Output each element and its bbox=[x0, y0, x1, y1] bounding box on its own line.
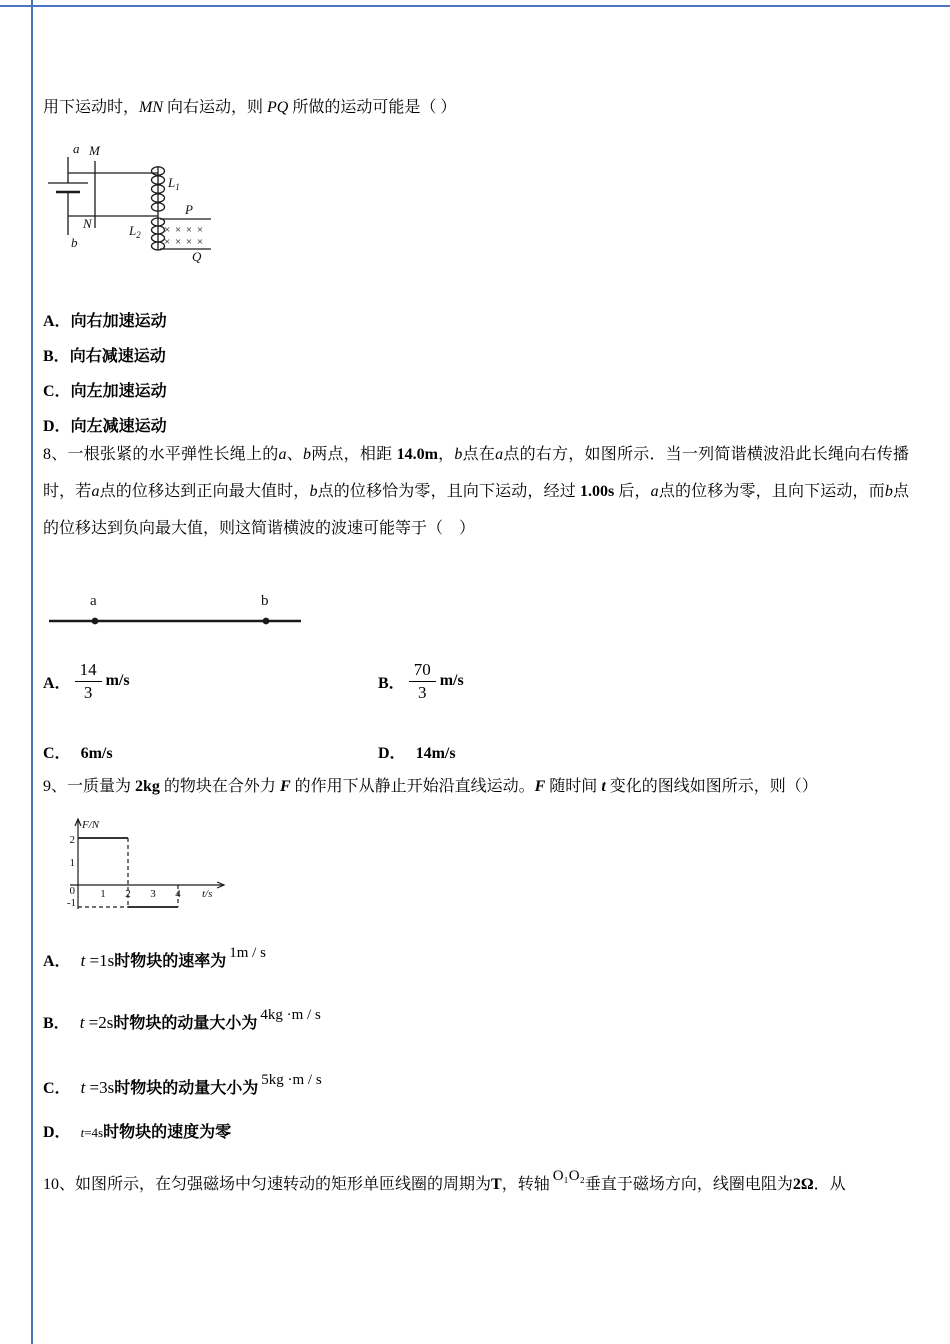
text-segment: 时物块的速度为零 bbox=[103, 1124, 232, 1141]
text-segment: =4s bbox=[84, 1125, 104, 1140]
option-text: 14m/s bbox=[415, 745, 456, 762]
label-L2-subscript: 2 bbox=[136, 230, 141, 240]
option-text: 向右减速运动 bbox=[69, 348, 166, 365]
question-8-options-cd bbox=[43, 744, 913, 766]
question-7-text bbox=[43, 98, 456, 118]
text-segment: 5kg ·m / s bbox=[261, 1072, 322, 1088]
x-axis-label: t/s bbox=[202, 888, 213, 900]
q9-option-a bbox=[43, 945, 266, 974]
option-text: 6m/s bbox=[80, 745, 113, 762]
text-segment: =1s bbox=[85, 951, 115, 970]
label-L2 bbox=[128, 223, 141, 240]
text-segment: 9、一质量为 bbox=[43, 778, 136, 795]
question-10-text bbox=[43, 1168, 933, 1196]
text-segment: b bbox=[454, 446, 463, 463]
text-segment: O₁O₂ bbox=[552, 1168, 585, 1184]
label-L1-subscript: 1 bbox=[175, 182, 180, 192]
label-L2-base: L bbox=[129, 223, 137, 238]
text-segment: 点的位移达到正向最大值时， bbox=[99, 483, 310, 500]
label-b: b bbox=[71, 235, 78, 250]
option-label: C． bbox=[43, 745, 71, 762]
option-label: D． bbox=[378, 745, 406, 762]
point-a-dot bbox=[92, 618, 99, 625]
text-segment: b bbox=[884, 483, 893, 500]
text-segment: MN bbox=[139, 99, 164, 116]
text-segment: t bbox=[79, 1013, 85, 1032]
text-segment: b bbox=[309, 483, 318, 500]
fraction-numerator: 70 bbox=[409, 660, 436, 682]
y-axis-label: F/N bbox=[82, 819, 100, 831]
text-segment: 点的右方，如图所示．当一列简谐横波沿此长绳向右传播时，若 bbox=[43, 446, 909, 500]
text-segment: 4kg ·m / s bbox=[260, 1007, 321, 1023]
option-unit: m/s bbox=[105, 672, 130, 690]
q7-option-a bbox=[43, 304, 167, 339]
option-text: 向右加速运动 bbox=[70, 313, 167, 330]
magnetic-field-row: × × × × bbox=[164, 236, 205, 248]
text-segment: 用下运动时， bbox=[43, 99, 140, 116]
text-segment: a bbox=[495, 446, 504, 463]
option-label: B． bbox=[378, 674, 405, 692]
page-border-top bbox=[0, 5, 950, 7]
label-a: a bbox=[73, 141, 80, 156]
text-segment: 点的位移恰为零，且向下运动，经过 bbox=[317, 483, 580, 500]
text-segment: ，转轴 bbox=[501, 1176, 550, 1193]
text-segment: 时物块的速率为 bbox=[114, 953, 227, 970]
text-segment: t bbox=[601, 778, 606, 795]
text-segment: 1m / s bbox=[229, 945, 266, 961]
text-segment: 随时间 bbox=[545, 778, 602, 795]
label-L1 bbox=[167, 175, 180, 192]
q8-option-d bbox=[378, 744, 456, 764]
option-unit: m/s bbox=[439, 672, 464, 690]
option-label: B． bbox=[43, 1015, 70, 1032]
fraction-denominator: 3 bbox=[417, 682, 427, 702]
text-segment: F bbox=[279, 778, 291, 795]
label-N: N bbox=[83, 216, 92, 231]
point-b-dot bbox=[263, 618, 270, 625]
text-segment: 变化的图线如图所示，则（） bbox=[605, 778, 818, 795]
text-segment: t bbox=[80, 1125, 85, 1140]
label-L1-base: L bbox=[168, 175, 176, 190]
q8-option-c bbox=[43, 744, 113, 764]
text-segment: PQ bbox=[267, 99, 289, 116]
text-segment: 向右运动，则 bbox=[163, 99, 268, 116]
text-segment: =2s bbox=[84, 1013, 114, 1032]
text-segment: 后， bbox=[614, 483, 651, 500]
text-segment: 8、一根张紧的水平弹性长绳上的 bbox=[43, 446, 279, 463]
text-segment: 所做的运动可能是（ ） bbox=[288, 99, 457, 116]
text-segment: 垂直于磁场方向，线圈电阻为 bbox=[584, 1176, 793, 1193]
y-tick-2: 2 bbox=[69, 834, 75, 846]
q7-option-b bbox=[43, 339, 167, 374]
label-M: M bbox=[89, 143, 100, 158]
text-segment: F bbox=[534, 778, 546, 795]
q7-option-c bbox=[43, 374, 167, 409]
question-8-text bbox=[43, 436, 909, 547]
text-segment: 、 bbox=[286, 446, 303, 463]
text-segment: 时物块的动量大小为 bbox=[114, 1080, 259, 1097]
x-tick-4: 4 bbox=[175, 888, 181, 900]
label-P: P bbox=[185, 202, 193, 217]
option-content bbox=[80, 1072, 322, 1097]
fraction bbox=[409, 660, 436, 702]
y-tick-0: 0 bbox=[69, 885, 75, 897]
text-segment: 14.0m bbox=[396, 446, 438, 463]
option-text: 向左加速运动 bbox=[70, 383, 167, 400]
text-segment: 2kg bbox=[135, 778, 160, 795]
option-label: A． bbox=[43, 953, 71, 970]
q8-option-a bbox=[43, 660, 130, 702]
option-label: D． bbox=[43, 418, 71, 435]
text-segment: a bbox=[91, 483, 100, 500]
question-7-options bbox=[43, 304, 167, 444]
question-9-text bbox=[43, 777, 923, 797]
option-label: B． bbox=[43, 348, 70, 365]
fraction-denominator: 3 bbox=[83, 682, 93, 702]
text-segment: a bbox=[650, 483, 659, 500]
q9-option-c bbox=[43, 1072, 322, 1101]
text-segment: =3s bbox=[85, 1078, 115, 1097]
label-Q: Q bbox=[192, 249, 202, 264]
y-tick-minus1: -1 bbox=[66, 897, 76, 909]
text-segment: 点在 bbox=[462, 446, 496, 463]
text-segment: a bbox=[278, 446, 287, 463]
text-segment: t bbox=[80, 951, 86, 970]
rope-diagram bbox=[48, 590, 303, 632]
option-content bbox=[80, 945, 266, 970]
option-label: C． bbox=[43, 383, 71, 400]
option-text: 向左减速运动 bbox=[70, 418, 167, 435]
fraction-numerator: 14 bbox=[75, 660, 102, 682]
option-content bbox=[79, 1007, 321, 1032]
text-segment: 10、如图所示，在匀强磁场中匀速转动的矩形单匝线圈的周期为 bbox=[43, 1176, 492, 1193]
option-label: C． bbox=[43, 1080, 71, 1097]
text-segment: 点的位移达到负向最大值，则这简谐横波的波速可能等于（ ） bbox=[43, 483, 909, 537]
text-segment: 2Ω bbox=[792, 1176, 814, 1193]
circuit-diagram bbox=[45, 140, 220, 268]
text-segment: 的物块在合外力 bbox=[159, 778, 280, 795]
option-label: A． bbox=[43, 313, 71, 330]
x-tick-3: 3 bbox=[150, 888, 156, 900]
q9-option-b bbox=[43, 1007, 321, 1036]
x-tick-2: 2 bbox=[125, 888, 131, 900]
question-8-options-ab bbox=[43, 660, 913, 714]
option-content bbox=[81, 1124, 232, 1141]
y-tick-1: 1 bbox=[69, 857, 75, 869]
text-segment: t bbox=[80, 1078, 86, 1097]
label-b: b bbox=[261, 593, 269, 609]
option-label: A． bbox=[43, 674, 71, 692]
text-segment: T bbox=[491, 1176, 502, 1193]
q9-option-d bbox=[43, 1121, 231, 1145]
label-a: a bbox=[90, 593, 97, 609]
text-segment: 点的位移为零，且向下运动，而 bbox=[658, 483, 885, 500]
text-segment: 时物块的动量大小为 bbox=[113, 1015, 258, 1032]
force-time-graph bbox=[60, 813, 232, 917]
text-segment: ．从 bbox=[813, 1176, 846, 1193]
q8-option-b bbox=[378, 660, 464, 702]
option-label: D． bbox=[43, 1124, 71, 1141]
text-segment: 的作用下从静止开始沿直线运动。 bbox=[290, 778, 535, 795]
magnetic-field-row: × × × × bbox=[164, 224, 205, 236]
text-segment: b bbox=[302, 446, 311, 463]
page-border-left bbox=[31, 0, 33, 1344]
fraction bbox=[75, 660, 102, 702]
text-segment: 两点，相距 bbox=[310, 446, 397, 463]
text-segment: ， bbox=[437, 446, 455, 463]
text-segment: 1.00s bbox=[580, 483, 615, 500]
x-tick-1: 1 bbox=[100, 888, 106, 900]
